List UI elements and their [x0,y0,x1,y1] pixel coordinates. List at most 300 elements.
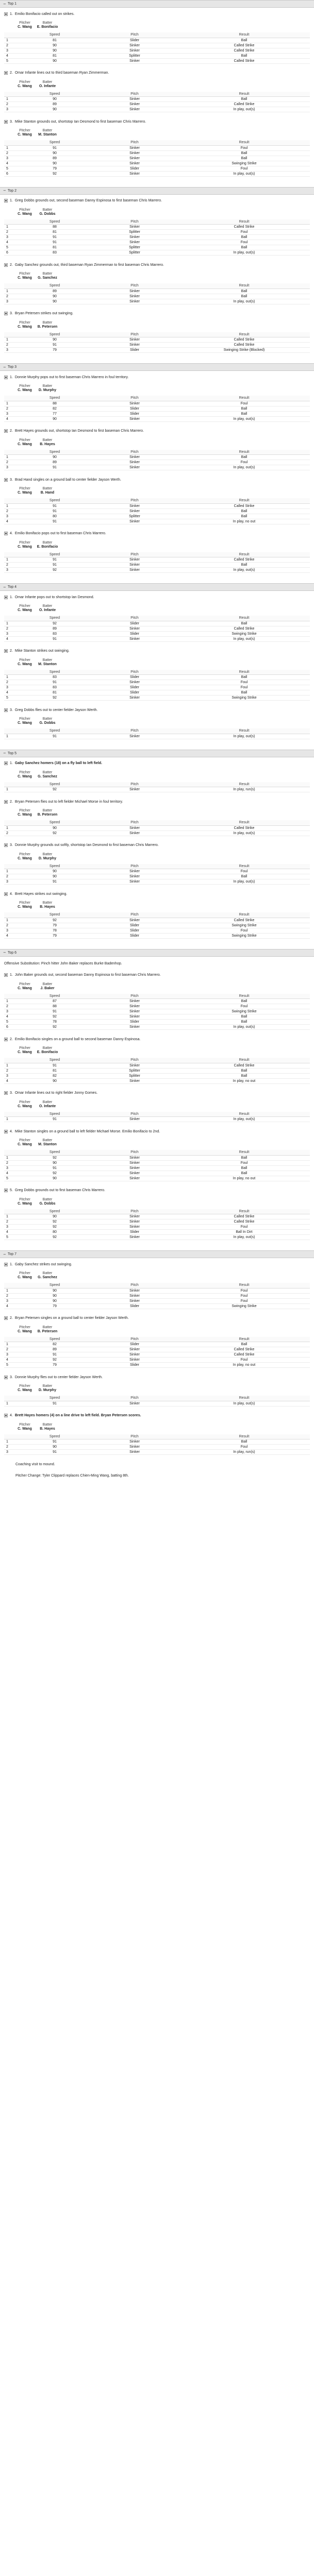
pitch-type: Sinker [91,1219,178,1225]
batter-column [36,438,59,447]
pitch-result: Foul [178,685,310,690]
play-checkbox[interactable] [4,429,8,433]
play-number: 4. [10,1414,13,1417]
play-title [4,262,310,268]
pitch-speed: 89 [19,289,91,294]
pitch-result: Ball In Dirt [178,1230,310,1235]
pitch-speed: 90 [19,1078,91,1083]
batter-column [36,853,59,861]
play-item [4,972,310,1030]
pitch-type: Sinker [91,235,178,240]
col-header-pitch: Pitch [91,450,178,455]
pitch-number: 4 [4,161,19,166]
pitch-speed: 82 [19,1342,91,1347]
pitch-table-header [4,1337,310,1342]
pitch-number: 2 [4,102,19,107]
pitch-speed: 89 [19,626,91,631]
pitch-result: Called Strike [178,1219,310,1225]
pitch-speed: 92 [19,787,91,792]
collapse-toggle-icon[interactable]: − [3,585,6,589]
batter-label: Batter [42,658,53,662]
pitch-row [4,343,310,348]
pitch-result: Ball [178,999,310,1004]
pitch-result: Foul [178,928,310,933]
pitch-speed: 82 [19,406,91,411]
pitch-result: Foul [178,680,310,685]
col-header-result: Result [178,912,310,918]
pitch-speed: 91 [19,636,91,641]
col-header-speed: Speed [19,1283,91,1288]
pitch-row [4,460,310,465]
pitch-type: Sinker [91,455,178,460]
pitcher-column [13,438,36,447]
play-checkbox[interactable] [4,708,8,712]
pitch-result: Swinging Strike (Blocked) [178,348,310,353]
pitch-number: 3 [4,48,19,53]
pitch-type: Sinker [91,97,178,102]
collapse-toggle-icon[interactable]: − [3,951,6,955]
matchup [13,1272,310,1280]
pitch-number: 2 [4,1347,19,1352]
pitcher-name: C. Wang [18,545,32,549]
play-description: Bryan Petersen strikes out swinging. [14,312,74,315]
play-item [4,1188,310,1241]
pitch-row [4,1230,310,1235]
col-header-number [4,283,19,289]
pitch-number: 6 [4,250,19,256]
play-number: 4. [10,1129,13,1133]
play-title [4,70,310,76]
inning-header[interactable] [0,363,314,371]
pitch-row [4,1298,310,1303]
pitch-number: 1 [4,734,19,739]
play-title [4,648,310,654]
play-checkbox[interactable] [4,1376,8,1379]
pitch-type: Sinker [91,787,178,792]
batter-name: G. Dobbs [39,1201,56,1206]
play-item [4,531,310,573]
pitcher-column [13,208,36,216]
pitch-table-header [4,1150,310,1155]
play-title [4,198,310,204]
col-header-number [4,332,19,337]
pitcher-label: Pitcher [19,1046,30,1050]
pitch-table [4,450,310,471]
pitch-row [4,294,310,299]
col-header-number [4,396,19,401]
batter-column [36,321,59,329]
pitch-result: Called Strike [178,503,310,509]
pitcher-label: Pitcher [19,21,30,25]
col-header-result: Result [178,92,310,97]
matchup [13,541,310,549]
pitch-result: Swinging Strike [178,631,310,636]
pitch-result: Foul [178,1288,310,1293]
pitch-table-header [4,1434,310,1439]
inning-label: Top 1 [7,2,16,6]
pitch-table-header [4,1058,310,1063]
pitch-type: Sinker [91,225,178,230]
pitch-result: Swinging Strike [178,933,310,938]
play-checkbox[interactable] [4,892,8,896]
play-title [4,1128,310,1134]
col-header-pitch: Pitch [91,92,178,97]
pitch-speed: 78 [19,1020,91,1025]
batter-label: Batter [42,540,53,545]
col-header-pitch: Pitch [91,912,178,918]
pitcher-column [13,21,36,29]
col-header-pitch: Pitch [91,219,178,225]
inning-header[interactable] [0,187,314,195]
pitch-speed: 90 [19,294,91,299]
pitch-number: 1 [4,337,19,343]
batter-column [36,982,59,991]
pitch-number: 2 [4,230,19,235]
pitch-number: 4 [4,690,19,696]
pitch-number: 1 [4,97,19,102]
play-checkbox[interactable] [4,973,8,977]
pitcher-name: C. Wang [18,276,32,280]
play-description: Bryan Petersen singles on a ground ball to center fielder Jayson Werth. [14,1316,129,1320]
pitch-result: Ball [178,455,310,460]
pitch-type: Sinker [91,1171,178,1176]
pitcher-label: Pitcher [19,658,30,662]
pitch-speed: 88 [19,1004,91,1009]
play-checkbox[interactable] [4,376,8,379]
play-checkbox[interactable] [4,1130,8,1133]
pitch-number: 2 [4,680,19,685]
pitch-speed: 90 [19,1293,91,1298]
play-title [4,1315,310,1321]
inning-header[interactable] [0,583,314,591]
collapse-toggle-icon[interactable]: − [3,189,6,193]
play-checkbox[interactable] [4,1263,8,1266]
pitch-result: In play, out(s) [178,1117,310,1122]
col-header-pitch: Pitch [91,864,178,869]
pitch-row [4,696,310,701]
play-checkbox[interactable] [4,1414,8,1417]
col-header-pitch: Pitch [91,994,178,999]
pitch-result: Ball [178,150,310,156]
pitch-row [4,1288,310,1293]
pitch-type: Sinker [91,1298,178,1303]
pitch-row [4,626,310,631]
pitch-row [4,685,310,690]
col-header-result: Result [178,498,310,503]
batter-name: B. Petersen [37,1329,58,1333]
col-header-result: Result [178,1434,310,1439]
pitch-number: 1 [4,455,19,460]
inning-header[interactable] [0,0,314,8]
pitch-number: 4 [4,933,19,938]
col-header-result: Result [178,332,310,337]
pitch-result: Called Strike [178,825,310,831]
batter-column [36,1100,59,1109]
pitch-type: Sinker [91,460,178,465]
play-checkbox[interactable] [4,478,8,482]
pitch-table-header [4,32,310,38]
col-header-result: Result [178,140,310,145]
col-header-number [4,1150,19,1155]
pitch-speed: 77 [19,411,91,416]
pitch-number: 2 [4,1160,19,1165]
batter-label: Batter [42,1384,53,1388]
play-checkbox[interactable] [4,263,8,267]
pitch-number: 2 [4,874,19,879]
pitch-row [4,1014,310,1020]
play-checkbox[interactable] [4,843,8,847]
pitch-speed: 83 [19,631,91,636]
inning-label: Top 6 [7,951,16,955]
play-checkbox[interactable] [4,649,8,653]
batter-column [36,717,59,725]
pitch-speed: 90 [19,1160,91,1165]
play-item [4,70,310,113]
game-event-note: Pitcher Change: Tyler Clippard replaces Chien-Ming Wang, batting 8th. [15,1473,129,1478]
pitch-result: Foul [178,869,310,874]
pitch-number: 2 [4,406,19,411]
pitcher-label: Pitcher [19,320,30,325]
pitch-table [4,552,310,573]
pitch-result: Called Strike [178,225,310,230]
play-title [4,760,310,767]
pitch-number: 5 [4,1176,19,1181]
pitch-row [4,1171,310,1176]
pitch-row [4,1020,310,1025]
pitch-speed: 81 [19,1068,91,1073]
pitch-row [4,235,310,240]
pitcher-column [13,80,36,89]
pitch-speed: 91 [19,563,91,568]
play-item [4,707,310,739]
pitch-result: Foul [178,1298,310,1303]
play-item [4,11,310,64]
pitch-table-header [4,1396,310,1401]
play-item [4,428,310,471]
pitch-type: Sinker [91,1117,178,1122]
play-checkbox[interactable] [4,1316,8,1320]
pitch-row [4,999,310,1004]
pitch-type: Sinker [91,1004,178,1009]
pitcher-label: Pitcher [19,438,30,442]
pitcher-label: Pitcher [19,540,30,545]
pitcher-column [13,487,36,495]
play-description: Omar Infante pops out to shortstop Ian Desmond. [14,595,94,599]
inning-header[interactable] [0,949,314,957]
play-item [4,1036,310,1084]
pitch-row [4,519,310,524]
pitch-speed: 89 [19,460,91,465]
pitch-row [4,53,310,58]
pitch-row [4,250,310,256]
pitch-result: Ball [178,406,310,411]
play-checkbox[interactable] [4,1189,8,1192]
play-number: 3. [10,843,13,847]
pitcher-label: Pitcher [19,717,30,721]
pitch-result: In play, out(s) [178,299,310,304]
pitch-speed: 81 [19,230,91,235]
pitch-speed: 88 [19,225,91,230]
pitch-row [4,1165,310,1171]
batter-column [36,129,59,137]
pitch-row [4,1293,310,1298]
play-item [4,1090,310,1123]
pitch-type: Slider [91,1363,178,1368]
pitch-table-header [4,396,310,401]
pitch-type: Sinker [91,626,178,631]
batter-label: Batter [42,1422,53,1427]
pitch-row [4,1363,310,1368]
play-number: 4. [10,532,13,535]
collapse-toggle-icon[interactable]: − [3,1252,6,1257]
play-checkbox[interactable] [4,596,8,599]
pitch-result: In play, out(s) [178,1025,310,1030]
collapse-toggle-icon[interactable]: − [3,365,6,369]
pitch-speed: 91 [19,1009,91,1014]
play-checkbox[interactable] [4,312,8,315]
play-item [4,374,310,422]
pitch-speed: 92 [19,696,91,701]
pitch-speed: 90 [19,97,91,102]
pitch-speed: 87 [19,999,91,1004]
col-header-number [4,864,19,869]
col-header-pitch: Pitch [91,498,178,503]
play-checkbox[interactable] [4,12,8,16]
batter-name: B. Hayes [40,442,55,446]
pitch-speed: 83 [19,675,91,680]
col-header-pitch: Pitch [91,782,178,787]
pitch-result: Called Strike [178,43,310,48]
pitch-type: Slider [91,348,178,353]
collapse-toggle-icon[interactable]: − [3,2,6,6]
pitcher-column [13,1046,36,1055]
col-header-speed: Speed [19,552,91,557]
pitch-number: 2 [4,1445,19,1450]
pitch-result: Ball [178,874,310,879]
pitch-row [4,145,310,150]
pitch-row [4,1073,310,1078]
batter-label: Batter [42,129,53,132]
pitch-result: Foul [178,401,310,406]
play-title [4,311,310,317]
inning-header[interactable] [0,750,314,757]
play-item [4,198,310,256]
pitch-number: 3 [4,1450,19,1455]
pitch-number: 1 [4,503,19,509]
play-checkbox[interactable] [4,120,8,124]
batter-label: Batter [42,982,53,986]
pitcher-name: C. Wang [18,1427,32,1431]
play-checkbox[interactable] [4,1091,8,1095]
play-description: Brett Hayes strikes out swinging. [14,892,68,896]
pitch-number: 1 [4,918,19,923]
pitch-row [4,825,310,831]
play-checkbox[interactable] [4,532,8,535]
play-description: Gaby Sanchez grounds out, third baseman Ryan Zimmerman to first baseman Chris Marrero. [14,263,164,267]
batter-label: Batter [42,809,53,812]
play-checkbox[interactable] [4,199,8,202]
pitch-type: Sinker [91,294,178,299]
pitch-row [4,503,310,509]
pitcher-label: Pitcher [19,80,30,84]
pitch-speed: 92 [19,1171,91,1176]
pitch-number: 4 [4,416,19,421]
pitch-speed: 80 [19,514,91,519]
pitch-number: 2 [4,43,19,48]
col-header-pitch: Pitch [91,332,178,337]
pitch-result: Called Strike [178,58,310,63]
play-checkbox[interactable] [4,761,8,765]
pitch-table-header [4,912,310,918]
inning-body [0,8,314,184]
col-header-speed: Speed [19,994,91,999]
pitch-result: Ball [178,1165,310,1171]
pitch-speed: 92 [19,1025,91,1030]
collapse-toggle-icon[interactable]: − [3,751,6,755]
pitch-type: Sinker [91,1214,178,1219]
matchup [13,80,310,89]
inning-header[interactable] [0,1250,314,1258]
col-header-speed: Speed [19,1150,91,1155]
pitch-type: Sinker [91,240,178,245]
batter-label: Batter [42,438,53,442]
matchup [13,717,310,725]
pitcher-name: C. Wang [18,25,32,29]
pitch-speed: 81 [19,53,91,58]
pitch-row [4,874,310,879]
pitcher-column [13,771,36,779]
pitcher-label: Pitcher [19,1422,30,1427]
pitch-number: 1 [4,1288,19,1293]
pitch-result: Ball [178,621,310,626]
col-header-result: Result [178,1058,310,1063]
play-number: 3. [10,478,13,482]
pitch-row [4,240,310,245]
pitch-result: Foul [178,1004,310,1009]
play-number: 3. [10,1375,13,1379]
pitcher-name: C. Wang [18,608,32,612]
pitch-result: Foul [178,240,310,245]
batter-label: Batter [42,1325,53,1329]
pitcher-column [13,384,36,393]
col-header-speed: Speed [19,92,91,97]
pitch-result: Foul [178,1445,310,1450]
play-checkbox[interactable] [4,800,8,804]
batter-name: M. Stanton [38,1143,57,1146]
pitch-number: 3 [4,1009,19,1014]
pitch-row [4,1347,310,1352]
col-header-speed: Speed [19,820,91,825]
pitch-table-header [4,92,310,97]
play-checkbox[interactable] [4,1038,8,1041]
pitch-row [4,161,310,166]
col-header-result: Result [178,396,310,401]
pitch-type: Sinker [91,1176,178,1181]
pitch-speed: 90 [19,1288,91,1293]
pitch-number: 4 [4,53,19,58]
pitcher-label: Pitcher [19,1384,30,1388]
batter-name: G. Sanchez [38,276,57,280]
pitch-number: 3 [4,514,19,519]
inning-body [0,957,314,1248]
pitch-row [4,563,310,568]
pitch-row [4,337,310,343]
play-checkbox[interactable] [4,71,8,75]
col-header-speed: Speed [19,498,91,503]
pitch-speed: 92 [19,1358,91,1363]
pitch-table-header [4,1283,310,1288]
pitch-type: Slider [91,675,178,680]
